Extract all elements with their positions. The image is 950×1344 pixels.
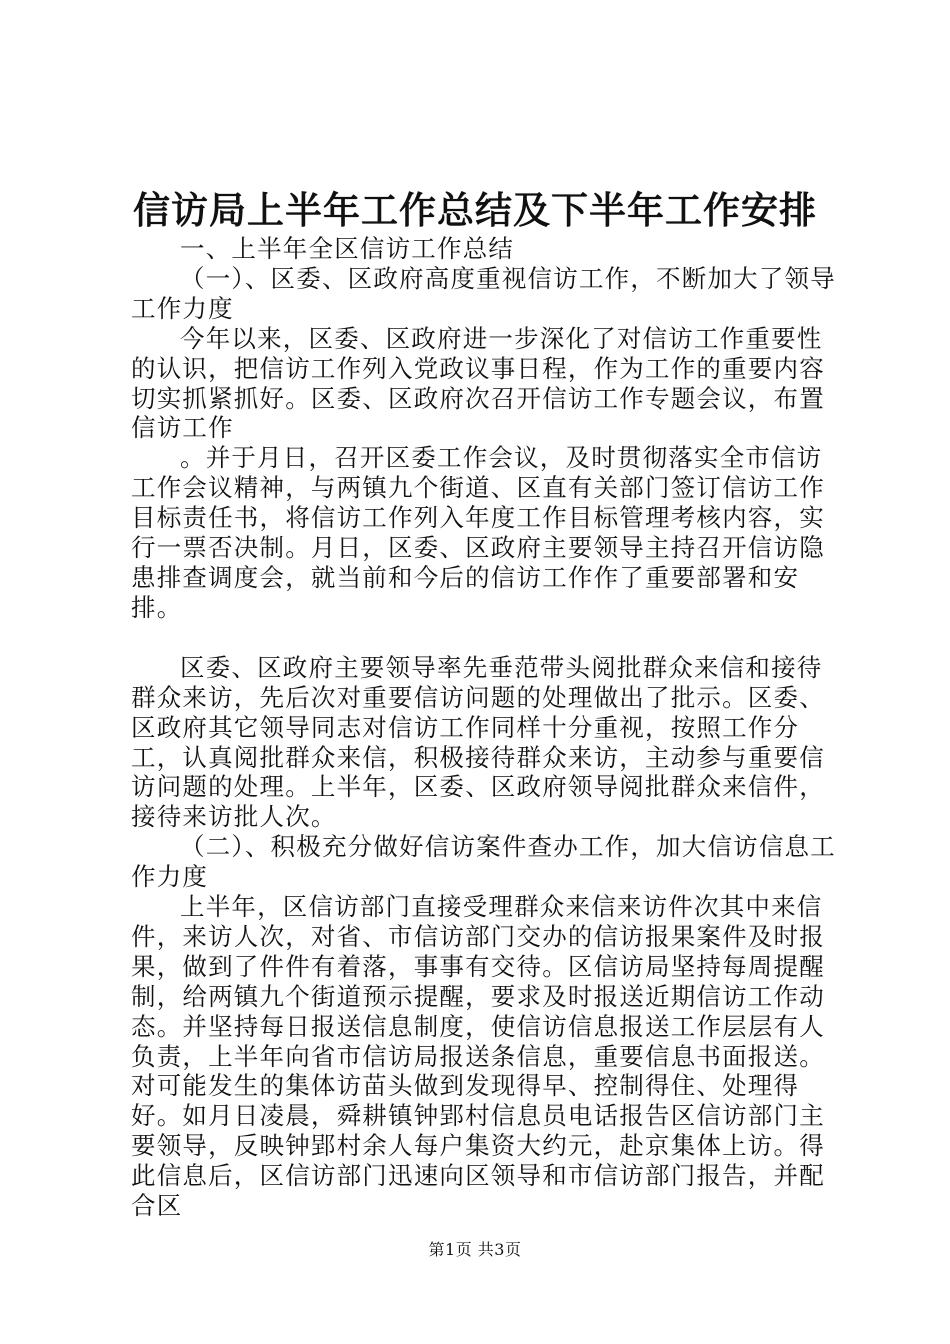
document-title: 信访局上半年工作总结及下半年工作安排 <box>133 188 817 232</box>
section-heading: 一、上半年全区信访工作总结 <box>180 234 515 263</box>
paragraph-spacer <box>131 623 843 653</box>
paragraph-2: 。并于月日，召开区委工作会议，及时贯彻落实全市信访工作会议精神，与两镇九个街道、区直有关部门签订信访工作目标责任书，将信访工作列入年度工作目标管理考核内容，实行一票否决制。月日，区委、区政府主要领导主持召开信访隐患排查调度会，就当前和今后的信访工作作了重要部署和安排。 <box>131 443 825 622</box>
subheading-1: （一）、区委、区政府高度重视信访工作，不断加大了领导工作力度 <box>131 263 836 323</box>
paragraph-3: 区委、区政府主要领导率先垂范带头阅批群众来信和接待群众来访，先后次对重要信访问题的处理做出了批示。区委、区政府其它领导同志对信访工作同样十分重视，按照工作分工，认真阅批群众来信，积极接待群众来访，主动参与重要信访问题的处理。上半年，区委、区政府领导阅批群众来信件，接待来访批人次。 <box>131 652 825 832</box>
page-footer: 第1页 共3页 <box>428 1240 522 1259</box>
paragraph-4: 上半年，区信访部门直接受理群众来信来访件次其中来信件，来访人次，对省、市信访部门交办的信访报果案件及时报果，做到了件件有着落，事事有交待。区信访局坚持每周提醒制，给两镇九个街道预示提醒，要求及时报送近期信访工作动态。并坚持每日报送信息制度，使信访信息报送工作层层有人负责，上半年向省市信访局报送条信息，重要信息书面报送。对可能发生的集体访苗头做到发现得早、控制得住、处理得好。如月日凌晨，舜耕镇钟郢村信息员电话报告区信访部门主要领导，反映钟郢村余人每户集资大约元，赴京集体上访。得此信息后，区信访部门迅速向区领导和市信访部门报告，并配合区 <box>131 892 825 1221</box>
document-body <box>131 234 843 1221</box>
paragraph-1: 今年以来，区委、区政府进一步深化了对信访工作重要性的认识，把信访工作列入党政议事日程，作为工作的重要内容切实抓紧抓好。区委、区政府次召开信访工作专题会议，布置信访工作 <box>131 323 825 443</box>
subheading-2: （二）、积极充分做好信访案件查办工作，加大信访信息工作力度 <box>131 832 836 892</box>
